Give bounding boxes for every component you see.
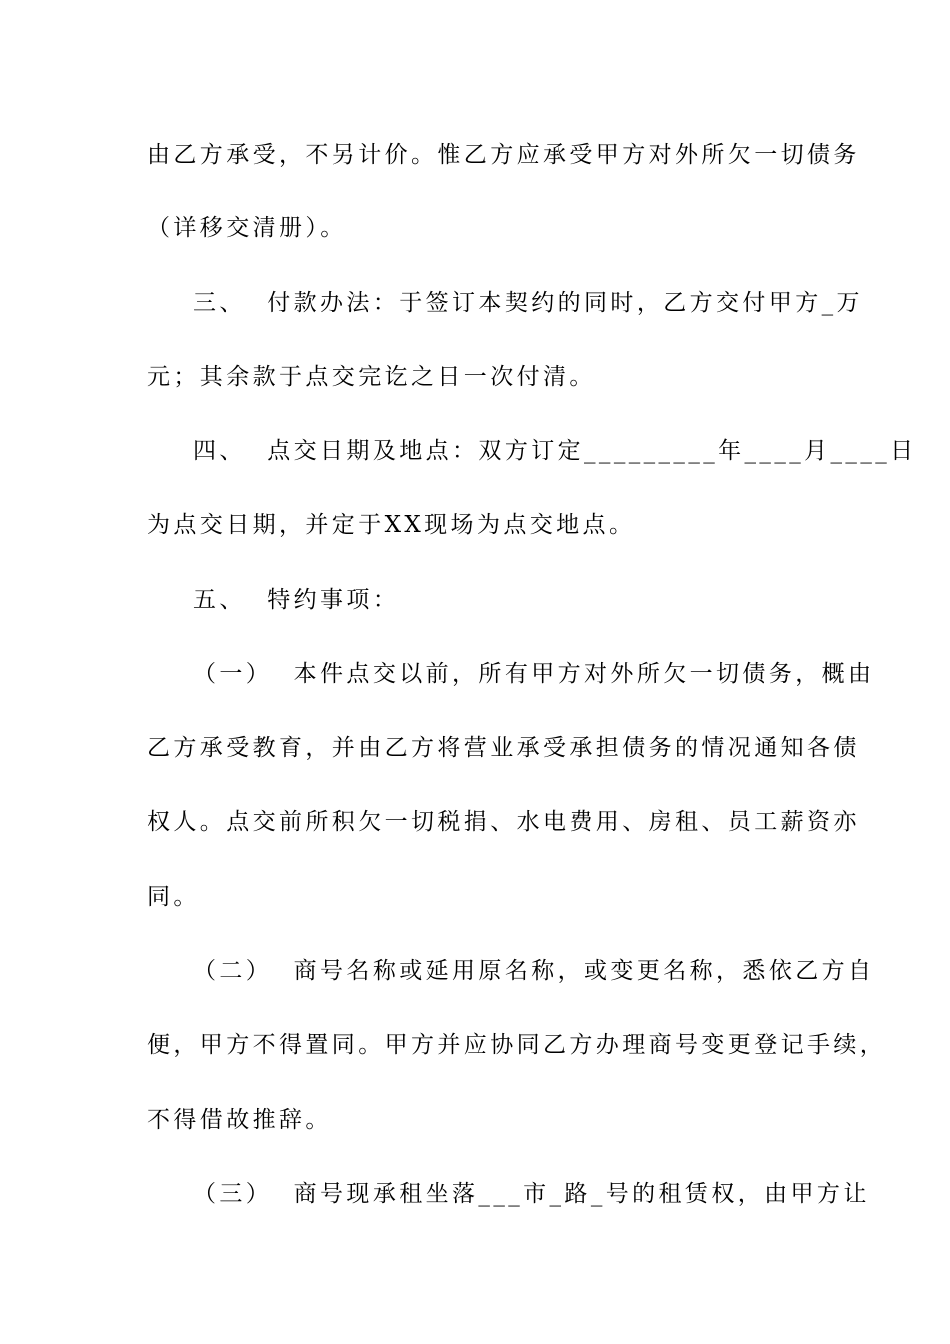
paragraph-line: 由乙方承受，不另计价。惟乙方应承受甲方对外所欠一切债务 bbox=[147, 142, 860, 168]
paragraph-line: 便，甲方不得置同。甲方并应协同乙方办理商号变更登记手续， bbox=[147, 1032, 887, 1058]
paragraph-line: 元；其余款于点交完讫之日一次付清。 bbox=[147, 364, 596, 390]
subclause-one-line: （一） 本件点交以前，所有甲方对外所欠一切债务，概由 bbox=[193, 661, 875, 687]
subclause-two-line: （二） 商号名称或延用原名称，或变更名称，悉依乙方自 bbox=[193, 958, 875, 984]
clause-four-line: 四、 点交日期及地点：双方订定_________年____月____日 bbox=[193, 438, 917, 464]
paragraph-line: 为点交日期，并定于XX现场为点交地点。 bbox=[147, 512, 636, 538]
clause-three-line: 三、 付款办法：于签订本契约的同时，乙方交付甲方_万 bbox=[193, 290, 863, 316]
paragraph-line: 乙方承受教育，并由乙方将营业承受承担债务的情况通知各债 bbox=[147, 735, 860, 761]
subclause-three-line: （三） 商号现承租坐落___市_路_号的租赁权，由甲方让 bbox=[193, 1181, 870, 1207]
paragraph-line: （详移交清册）。 bbox=[147, 215, 347, 241]
paragraph-line: 权人。点交前所积欠一切税捐、水电费用、房租、员工薪资亦 bbox=[147, 809, 860, 835]
paragraph-line: 不得借故推辞。 bbox=[147, 1107, 332, 1133]
clause-five-heading: 五、 特约事项： bbox=[193, 587, 400, 613]
paragraph-line: 同。 bbox=[147, 884, 200, 910]
